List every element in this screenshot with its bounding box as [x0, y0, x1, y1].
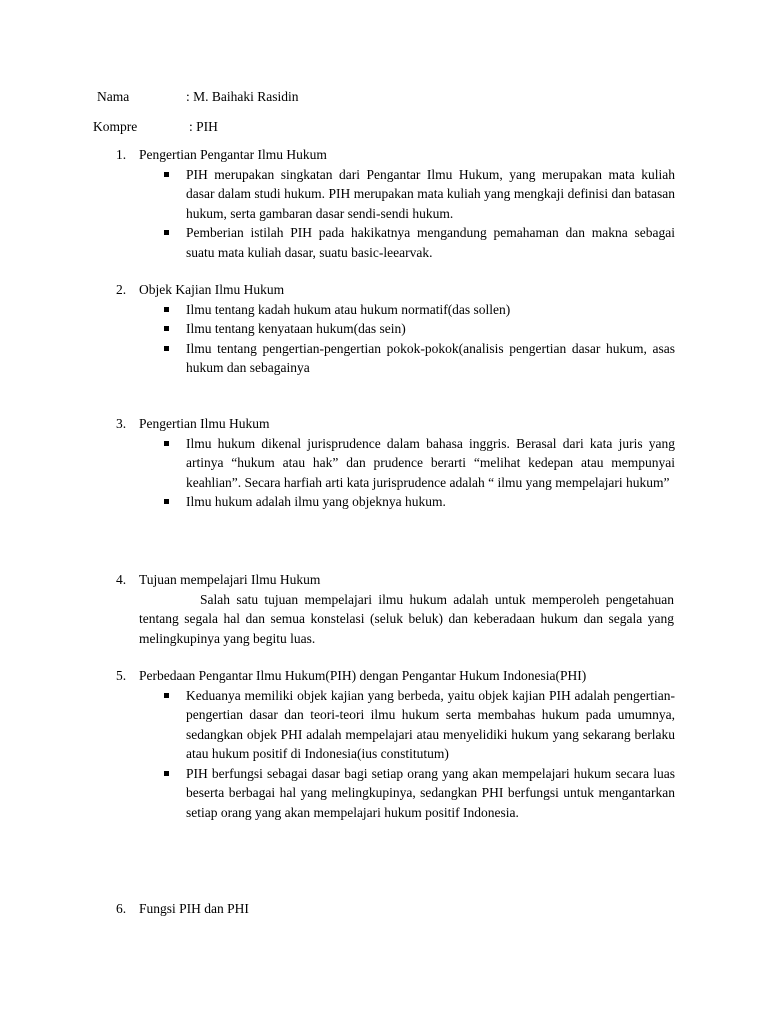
list-item-text: Ilmu tentang kadah hukum atau hukum normatif(das sollen) [186, 301, 511, 317]
square-bullet-icon [164, 307, 169, 312]
section-number: 2. [116, 282, 127, 297]
section-number: 3. [116, 416, 127, 431]
list-item-text: Ilmu hukum adalah ilmu yang objeknya hukum. [186, 494, 446, 509]
square-bullet-icon [164, 499, 169, 504]
section-number: 4. [116, 572, 127, 587]
list-item [0, 339, 675, 378]
square-bullet-icon [164, 326, 169, 331]
list-item-text: Ilmu tentang kenyataan hukum(das sein) [186, 321, 406, 336]
list-item [0, 686, 675, 764]
section-number: 6. [116, 901, 127, 916]
list-item-text: Keduanya memiliki objek kajian yang berbeda, yaitu objek kajian PIH adalah pengertian-pengertian dasar dan teori-teori ilmu hukum serta membahas hukum pada umumnya, sedangkan objek PHI adalah mempelajari atau menyelidiki hukum yang sekarang berlaku atau hukum positif di Indonesia(ius constitutum) [186, 687, 675, 761]
list-item-text: PIH merupakan singkatan dari Pengantar Ilmu Hukum, yang merupakan mata kuliah dasar dalam studi hukum. PIH merupakan mata kuliah yang mengkaji definisi dan batasan hukum, serta gambaran dasar sendi-sendi hukum. [186, 166, 675, 221]
square-bullet-icon [164, 771, 169, 776]
list-item [0, 492, 675, 512]
section-title: Fungsi PIH dan PHI [139, 901, 249, 916]
list-item [0, 223, 675, 262]
bullet-list [0, 434, 768, 512]
section-number: 5. [116, 668, 127, 683]
square-bullet-icon [164, 693, 169, 698]
section-title: Perbedaan Pengantar Ilmu Hukum(PIH) dengan Pengantar Hukum Indonesia(PHI) [139, 668, 587, 683]
list-item [0, 764, 675, 823]
list-item-text: Ilmu hukum dikenal jurisprudence dalam bahasa inggris. Berasal dari kata juris yang artinya “hukum atau hak” dan prudence berarti “melihat kedepan atau mempunyai keahlian”. Secara harfiah arti kata jurisprudence adalah “ ilmu yang mempelajari hukum” [186, 435, 675, 490]
square-bullet-icon [164, 346, 169, 351]
list-item-text: Ilmu tentang pengertian-pengertian pokok-pokok(analisis pengertian dasar hukum, asas hukum dan sebagainya [186, 340, 675, 375]
section-title: Pengertian Pengantar Ilmu Hukum [139, 147, 327, 162]
list-item [0, 434, 675, 493]
list-item [0, 319, 675, 339]
bullet-list [0, 300, 768, 378]
square-bullet-icon [164, 172, 169, 177]
section-paragraph: Salah satu tujuan mempelajari ilmu hukum adalah untuk memperoleh pengetahuan tentang segala hal dan semua konstelasi (seluk beluk) dan keberadaan hukum dan segala yang melingkupinya yang begitu luas. [139, 591, 674, 646]
nama-value: : M. Baihaki Rasidin [186, 89, 299, 104]
square-bullet-icon [164, 441, 169, 446]
list-item [0, 300, 675, 320]
kompre-label: Kompre [93, 119, 138, 134]
section-title: Pengertian Ilmu Hukum [139, 416, 270, 431]
bullet-list [0, 165, 768, 263]
list-item [0, 165, 675, 224]
nama-label: Nama [97, 89, 130, 104]
list-item-text: PIH berfungsi sebagai dasar bagi setiap orang yang akan mempelajari hukum secara luas beserta berbagai hal yang melingkupinya, sedangkan PHI berfungsi untuk mengantarkan setiap orang yang akan mempelajari hukum positif Indonesia. [186, 765, 675, 820]
kompre-value: : PIH [189, 119, 218, 134]
section-number: 1. [116, 147, 127, 162]
section-title: Tujuan mempelajari Ilmu Hukum [139, 572, 321, 587]
bullet-list [0, 686, 768, 823]
section-title: Objek Kajian Ilmu Hukum [139, 282, 285, 297]
square-bullet-icon [164, 230, 169, 235]
list-item-text: Pemberian istilah PIH pada hakikatnya mengandung pemahaman dan makna sebagai suatu mata kuliah dasar, suatu basic-leearvak. [186, 225, 675, 260]
